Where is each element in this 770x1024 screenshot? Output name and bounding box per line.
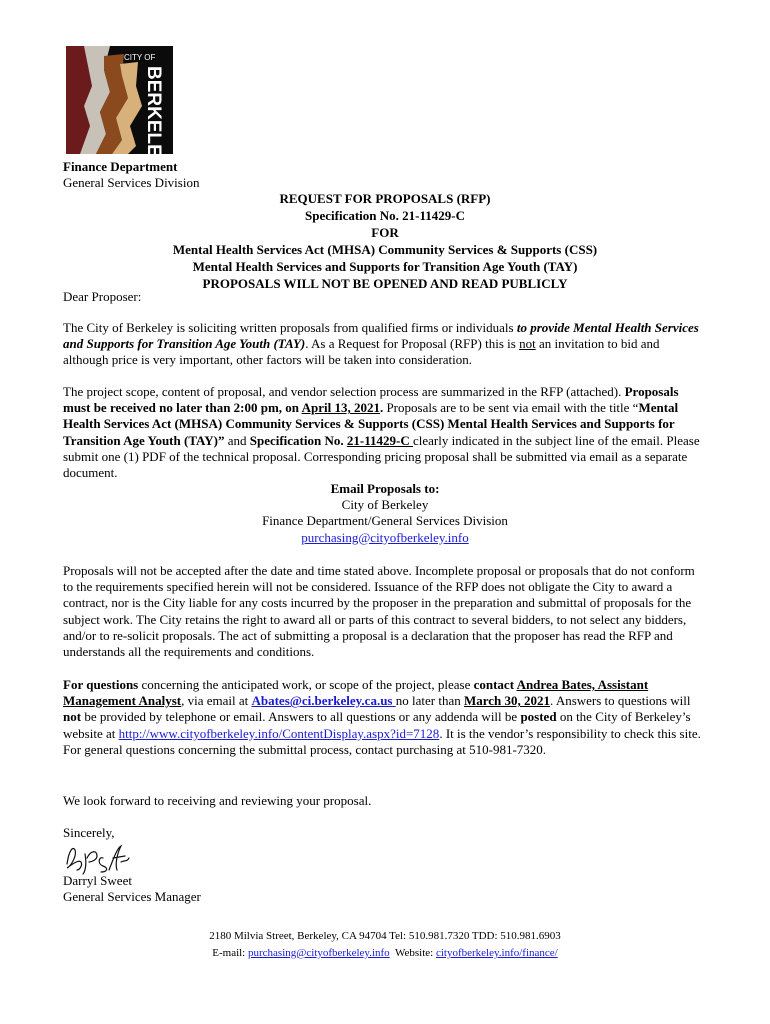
footer xyxy=(0,928,770,962)
email-block-line-2: Finance Department/General Services Division xyxy=(262,513,508,529)
rfp-header xyxy=(0,190,770,292)
footer-website-link[interactable]: cityofberkeley.info/finance/ xyxy=(435,947,558,959)
para4-text-7: . It is the vendor’s responsibility to check this site. For general questions concerning the submittal process, contact purchasing at 510-981-7320. xyxy=(63,725,701,757)
para4-text-4: . Answers to questions will xyxy=(550,693,691,709)
para4-for-questions: For questions xyxy=(63,677,139,692)
para2-spec-label: Specification No. xyxy=(249,432,347,448)
para2-period: . xyxy=(379,400,384,416)
division-name: General Services Division xyxy=(63,175,200,190)
website-link[interactable]: http://www.cityofberkeley.info/ContentDisplay.aspx?id=7128 xyxy=(118,725,440,741)
department-name: Finance Department xyxy=(63,159,178,174)
para1-text-2: . As a Request for Proposal (RFP) this is xyxy=(305,336,520,352)
para1-not: not xyxy=(519,336,536,352)
salutation: Dear Proposer: xyxy=(63,289,142,304)
header-line-2: Specification No. 21-11429-C xyxy=(305,208,465,223)
para2-title: Mental Health Services Act (MHSA) Community Services & Supports (CSS) Mental Health Services and Supports for Transition Age Youth (TAY)” xyxy=(63,400,679,448)
email-block-title: Email Proposals to: xyxy=(330,481,440,496)
logo-berkeley-text: BERKELEY xyxy=(143,66,164,154)
header-line-6: PROPOSALS WILL NOT BE OPENED AND READ PUBLICLY xyxy=(202,276,568,291)
email-block-line-1: City of Berkeley xyxy=(341,497,429,513)
signer-name: Darryl Sweet xyxy=(63,873,132,888)
contact-email-link[interactable]: Abates@ci.berkeley.ca.us xyxy=(251,693,396,709)
city-of-berkeley-logo xyxy=(66,46,173,154)
para2-and: and xyxy=(224,432,250,448)
logo-city-of-text: CITY OF xyxy=(124,53,156,62)
para4-posted: posted xyxy=(520,709,557,725)
paragraph-questions xyxy=(63,677,703,758)
para4-text-6: on the City of Berkeley’s website at xyxy=(63,709,691,741)
para1-emphasis: to provide Mental Health Services and Supports for Transition Age Youth (TAY) xyxy=(63,320,699,352)
para2-text: The project scope, content of proposal, and vendor selection process are summarized in the RFP (attached). xyxy=(63,384,625,399)
para4-contact-name: Andrea Bates, Assistant Management Analyst xyxy=(63,677,649,709)
para4-contact: contact xyxy=(473,677,517,692)
footer-website-label: Website: xyxy=(389,947,436,959)
paragraph-scope xyxy=(63,384,703,481)
header-line-3: FOR xyxy=(371,225,399,240)
para4-text-2: , via email at xyxy=(181,693,252,709)
para4-question-deadline: March 30, 2021 xyxy=(463,693,551,709)
department-block xyxy=(63,159,199,191)
para2-text-3: clearly indicated in the subject line of the email. Please submit one (1) PDF of the technical proposal. Corresponding pricing proposal shall be submitted via email as a separate document. xyxy=(63,432,700,481)
purchasing-email-link[interactable]: purchasing@cityofberkeley.info xyxy=(301,529,469,545)
header-line-5: Mental Health Services and Supports for Transition Age Youth (TAY) xyxy=(192,259,578,274)
para2-text-2: Proposals are to be sent via email with the title “ xyxy=(383,400,639,416)
sincerely: Sincerely, xyxy=(63,825,115,840)
para1-text: The City of Berkeley is soliciting written proposals from qualified firms or individuals xyxy=(63,320,517,335)
para2-deadline-text: Proposals must be received no later than 2:00 pm, on xyxy=(63,384,679,416)
signature-image xyxy=(63,840,133,876)
signer-title: General Services Manager xyxy=(63,889,201,905)
para2-spec-number: 21-11429-C xyxy=(346,432,413,448)
para4-not: not xyxy=(63,709,82,725)
paragraph-terms: Proposals will not be accepted after the date and time stated above. Incomplete proposal or proposals that do not conform to the requirements specified herein will not be considered. Issuance of the RFP does not obligate the City to award a contract, nor is the City liable for any costs incurred by the proposer in the preparation and submittal of proposals for the subject work. The City retains the right to award all or parts of this contract to several bidders, to not select any bidders, and/or to re-solicit proposals. The act of submitting a proposal is a declaration that the proposer has read the RFP and understands all the requirements and conditions. xyxy=(63,563,695,660)
paragraph-intro xyxy=(63,320,703,369)
closing-line: We look forward to receiving and reviewing your proposal. xyxy=(63,793,372,808)
para2-deadline-date: April 13, 2021 xyxy=(301,400,380,416)
footer-email-label: E-mail: xyxy=(212,947,248,959)
para1-text-3: an invitation to bid and although price is very important, other factors will be taken into consideration. xyxy=(63,336,660,368)
header-line-1: REQUEST FOR PROPOSALS (RFP) xyxy=(279,191,491,206)
email-proposals-block xyxy=(0,481,770,546)
header-line-4: Mental Health Services Act (MHSA) Community Services & Supports (CSS) xyxy=(172,242,598,257)
para4-text-3: no later than xyxy=(395,693,464,709)
footer-address: 2180 Milvia Street, Berkeley, CA 94704 Tel: 510.981.7320 TDD: 510.981.6903 xyxy=(209,930,561,942)
para4-text: concerning the anticipated work, or scope of the project, please xyxy=(138,677,474,692)
signer-block xyxy=(63,873,703,905)
para4-text-5: be provided by telephone or email. Answers to all questions or any addenda will be xyxy=(81,709,521,725)
footer-email-link[interactable]: purchasing@cityofberkeley.info xyxy=(248,947,390,959)
